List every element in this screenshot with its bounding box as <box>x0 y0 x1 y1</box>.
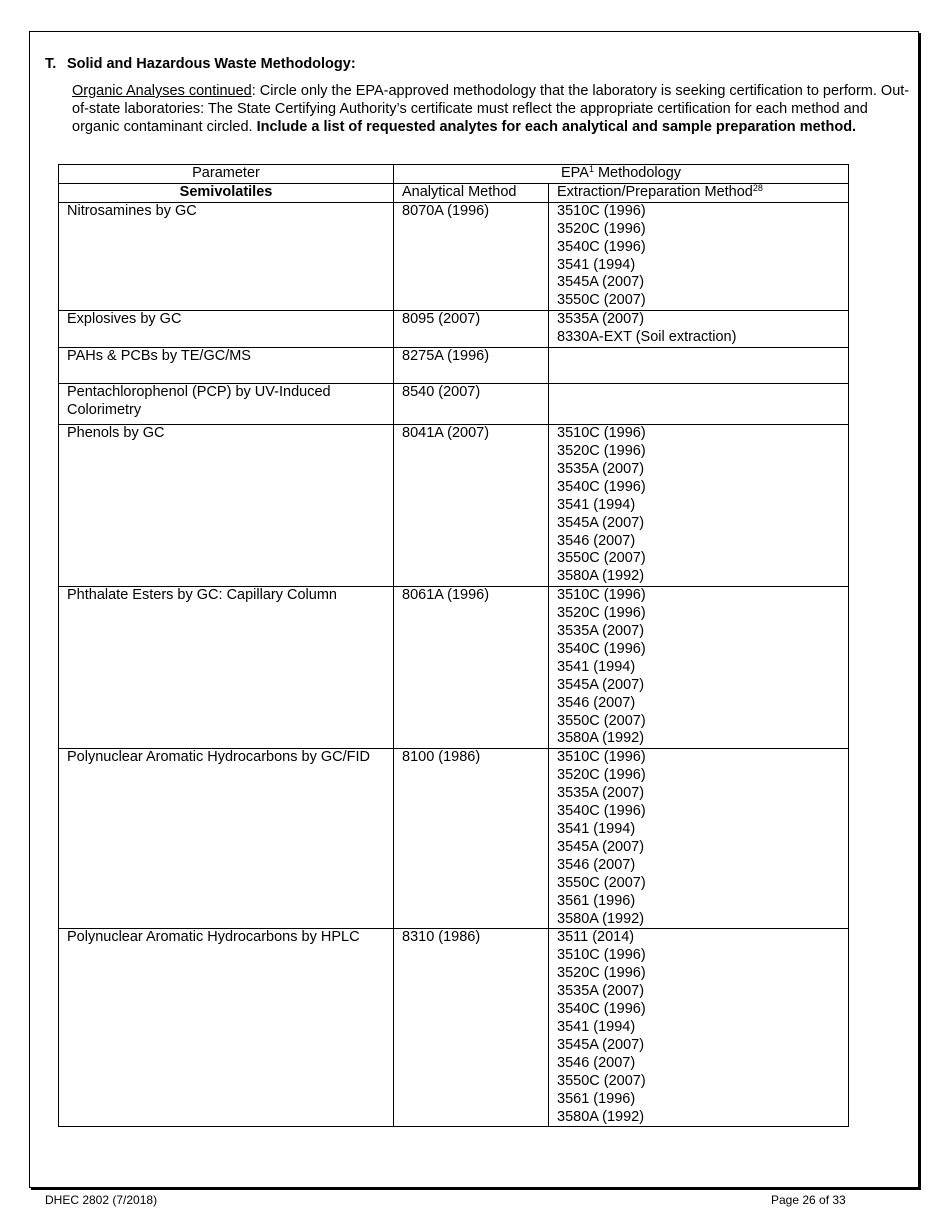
prep-method-cell <box>549 425 849 587</box>
prep-method-item: 3520C (1996) <box>557 220 646 237</box>
methodology-table <box>58 164 849 1127</box>
section-title: Solid and Hazardous Waste Methodology: <box>67 56 356 72</box>
table-row <box>59 384 849 425</box>
intro-bold: Include a list of requested analytes for each analytical and sample preparation method. <box>256 119 857 136</box>
prep-method-item: 3545A (2007) <box>557 838 645 855</box>
subheader-extraction-label: Extraction/Preparation Method <box>557 183 753 200</box>
subheader-analytical-method: Analytical Method <box>394 183 549 202</box>
prep-method-cell <box>549 311 849 348</box>
prep-method-item: 3541 (1994) <box>557 658 636 675</box>
prep-method-item: 3541 (1994) <box>557 256 636 273</box>
prep-method-item: 3535A (2007) <box>557 460 645 477</box>
analytical-method-cell: 8100 (1986) <box>394 749 549 929</box>
subheader-extraction-footnote: 28 <box>752 182 763 193</box>
prep-method-item: 3545A (2007) <box>557 1036 645 1053</box>
section-heading <box>45 56 356 72</box>
prep-method-item: 3511 (2014) <box>557 929 635 946</box>
prep-method-item: 3535A (2007) <box>557 983 645 1000</box>
page-border-shadow-bottom <box>31 1188 921 1190</box>
prep-method-item: 3541 (1994) <box>557 821 636 837</box>
prep-method-cell <box>549 749 849 929</box>
table-row <box>59 749 849 929</box>
prep-method-item: 3540C (1996) <box>557 803 646 820</box>
parameter-cell: Nitrosamines by GC <box>59 202 394 310</box>
prep-method-cell <box>549 587 849 749</box>
prep-method-item: 3580A (1992) <box>557 730 645 747</box>
prep-method-item: 3540C (1996) <box>557 640 646 657</box>
prep-method-item: 3545A (2007) <box>557 676 645 693</box>
prep-method-item: 3546 (2007) <box>557 532 636 549</box>
prep-method-item: 3561 (1996) <box>557 892 636 909</box>
prep-method-item: 3550C (2007) <box>557 292 646 309</box>
footer-page-number: Page 26 of 33 <box>771 1193 846 1207</box>
prep-method-item: 3550C (2007) <box>557 550 646 567</box>
prep-method-item: 3580A (1992) <box>557 910 645 927</box>
intro-text: : Circle only the EPA-approved methodology that the laboratory is seeking certification to perform. Out-of-state laboratories: The State Certifying Authority’s certificate must reflect the appropriate certification for each method and organic contaminant circled. <box>72 83 910 136</box>
prep-method-item: 3520C (1996) <box>557 442 646 459</box>
page-border-shadow-right <box>919 33 921 1190</box>
prep-method-item: 3550C (2007) <box>557 1072 646 1089</box>
table-row <box>59 311 849 348</box>
intro-paragraph <box>72 82 912 137</box>
parameter-cell: Phenols by GC <box>59 425 394 587</box>
prep-method-cell <box>549 348 849 384</box>
prep-method-item: 3545A (2007) <box>557 274 645 291</box>
prep-method-item: 3546 (2007) <box>557 1054 636 1071</box>
prep-method-item: 3520C (1996) <box>557 965 646 982</box>
prep-method-item: 3541 (1994) <box>557 1018 636 1035</box>
prep-method-item: 3520C (1996) <box>557 767 646 784</box>
subheader-semivolatiles: Semivolatiles <box>59 183 394 202</box>
parameter-cell: PAHs & PCBs by TE/GC/MS <box>59 348 394 384</box>
footer-form-number: DHEC 2802 (7/2018) <box>45 1193 158 1207</box>
prep-method-item: 3510C (1996) <box>557 587 646 604</box>
header-epa-footnote: 1 <box>588 164 594 174</box>
prep-method-item: 3535A (2007) <box>557 623 645 640</box>
prep-method-item: 3540C (1996) <box>557 238 646 255</box>
header-methodology: Methodology <box>593 165 682 181</box>
prep-method-item: 3510C (1996) <box>557 425 646 442</box>
analytical-method-cell: 8070A (1996) <box>394 202 549 310</box>
prep-method-item: 3550C (2007) <box>557 874 646 891</box>
table-row <box>59 587 849 749</box>
prep-method-cell <box>549 202 849 310</box>
prep-method-item: 3535A (2007) <box>557 785 645 802</box>
prep-method-item: 3535A (2007) <box>557 311 645 328</box>
table-header-row <box>59 165 849 184</box>
header-parameter: Parameter <box>59 165 394 184</box>
prep-method-item: 3540C (1996) <box>557 478 646 495</box>
table-row <box>59 202 849 310</box>
parameter-cell: Explosives by GC <box>59 311 394 348</box>
prep-method-item: 3541 (1994) <box>557 496 636 513</box>
table-row <box>59 348 849 384</box>
prep-method-item: 3520C (1996) <box>557 605 646 622</box>
prep-method-cell <box>549 384 849 425</box>
analytical-method-cell: 8095 (2007) <box>394 311 549 348</box>
prep-method-item: 3550C (2007) <box>557 712 646 729</box>
prep-method-item: 3545A (2007) <box>557 514 645 531</box>
analytical-method-cell: 8275A (1996) <box>394 348 549 384</box>
parameter-cell: Polynuclear Aromatic Hydrocarbons by HPLC <box>59 929 394 1127</box>
table-row <box>59 425 849 587</box>
prep-method-item: 3580A (1992) <box>557 1108 645 1125</box>
subheader-extraction-method <box>549 183 849 202</box>
parameter-cell: Pentachlorophenol (PCP) by UV-Induced Colorimetry <box>59 384 394 425</box>
analytical-method-cell: 8041A (2007) <box>394 425 549 587</box>
table-subheader-row <box>59 183 849 202</box>
analytical-method-cell: 8061A (1996) <box>394 587 549 749</box>
section-letter: T. <box>45 56 57 72</box>
header-epa-methodology <box>394 165 849 184</box>
intro-underlined: Organic Analyses continued <box>72 83 252 99</box>
analytical-method-cell: 8540 (2007) <box>394 384 549 425</box>
prep-method-item: 3540C (1996) <box>557 1001 646 1018</box>
prep-method-item: 3546 (2007) <box>557 856 636 873</box>
prep-method-item: 3510C (1996) <box>557 749 646 766</box>
table-row <box>59 929 849 1127</box>
prep-method-cell <box>549 929 849 1127</box>
prep-method-item: 3510C (1996) <box>557 202 646 219</box>
prep-method-item: 3561 (1996) <box>557 1090 636 1107</box>
prep-method-item: 3510C (1996) <box>557 947 646 964</box>
parameter-cell: Polynuclear Aromatic Hydrocarbons by GC/FID <box>59 749 394 929</box>
parameter-cell: Phthalate Esters by GC: Capillary Column <box>59 587 394 749</box>
analytical-method-cell: 8310 (1986) <box>394 929 549 1127</box>
header-epa: EPA <box>560 165 589 181</box>
prep-method-item: 3546 (2007) <box>557 694 636 711</box>
prep-method-item: 8330A-EXT (Soil extraction) <box>557 329 737 346</box>
prep-method-item: 3580A (1992) <box>557 568 645 585</box>
